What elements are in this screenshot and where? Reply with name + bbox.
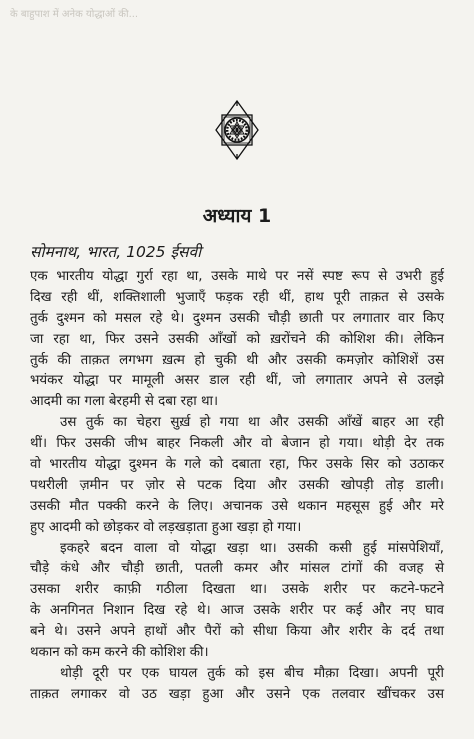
text-line: वो भारतीय योद्धा दुश्मन के गले को दबाता रहा, फिर उसके सिर को उठाकर — [30, 457, 444, 473]
text-line: आदमी का गला बेरहमी से दबा रहा था। — [30, 394, 219, 410]
body-text — [30, 267, 444, 706]
text-line: उसका शरीर काफ़ी गठीला दिखता था। उसके शरीर पर कटने-फटने — [30, 582, 444, 598]
paragraph — [30, 267, 444, 413]
text-line: एक भारतीय योद्धा गुर्रा रहा था, उसके माथे पर नसें स्पष्ट रूप से उभरी हुई — [30, 269, 444, 284]
shri-yantra-mandala-icon — [215, 100, 259, 160]
text-line: इकहरे बदन वाला वो योद्धा खड़ा था। उसकी कसी हुई मांसपेशियाँ, — [60, 540, 444, 556]
text-line: के अनगिनत निशान दिख रहे थे। आज उसके शरीर पर कई और नए घाव — [30, 603, 444, 619]
bleed-through-text: के बाहुपाश में अनेक योद्धाओं की... — [10, 9, 139, 20]
text-line: बने थे। उसने अपने हाथों और पैरों को सीधा किया और शरीर के दर्द तथा — [30, 624, 444, 640]
text-line: थीं। फिर उसकी जीभ बाहर निकली और वो बेजान हो गया। थोड़ी देर तक — [30, 436, 444, 452]
text-line: पथरीली ज़मीन पर ज़ोर से पटक दिया और उसकी खोपड़ी तोड़ डाली। — [30, 477, 444, 493]
text-line: दिख रही थीं, शक्तिशाली भुजाएँ फड़क रही थीं, हाथ पूरी ताक़त से उसके — [30, 289, 444, 305]
text-line: थकान को कम करने की कोशिश की। — [30, 645, 209, 661]
text-line: तुर्क की ताक़त लगभग ख़त्म हो चुकी थी और उसकी कमज़ोर कोशिशें उस — [30, 352, 444, 368]
text-line: तुर्क दुश्मन को मसल रहे थे। दुश्मन उसकी चौड़ी छाती पर लगातार वार किए — [30, 310, 444, 326]
text-line: हुए आदमी को छोड़कर वो लड़खड़ाता हुआ खड़ा हो गया। — [30, 519, 302, 535]
location-date-line: सोमनाथ, भारत, 1025 ईसवी — [30, 243, 202, 261]
text-line: जा रहा था, फिर उसने उसकी आँखों को ख़रोंचने की कोशिश की। लेकिन — [30, 331, 444, 347]
paragraph — [30, 413, 444, 538]
text-line: भयंकर योद्धा पर मामूली असर डाल रही थीं, जो लगातार अपने से उलझे — [30, 373, 444, 389]
chapter-title: अध्याय 1 — [202, 205, 272, 227]
text-line: उसकी मौत पक्की करने के लिए। अचानक उसे थकान महसूस हुई और मरे — [30, 498, 444, 514]
text-line: थोड़ी दूरी पर एक घायल तुर्क को इस बीच मौक़ा दिखा। अपनी पूरी — [60, 665, 444, 681]
paragraph — [30, 664, 444, 706]
paragraph — [30, 539, 444, 664]
text-line: चौड़े कंधे और चौड़ी छाती, पतली कमर और मांसल टांगों की वजह से — [30, 561, 444, 577]
text-line: ताक़त लगाकर वो उठ खड़ा हुआ और उसने एक तलवार खींचकर उस — [30, 686, 444, 702]
text-line: उस तुर्क का चेहरा सुर्ख़ हो गया था और उसकी आँखें बाहर आ रही — [60, 415, 444, 431]
